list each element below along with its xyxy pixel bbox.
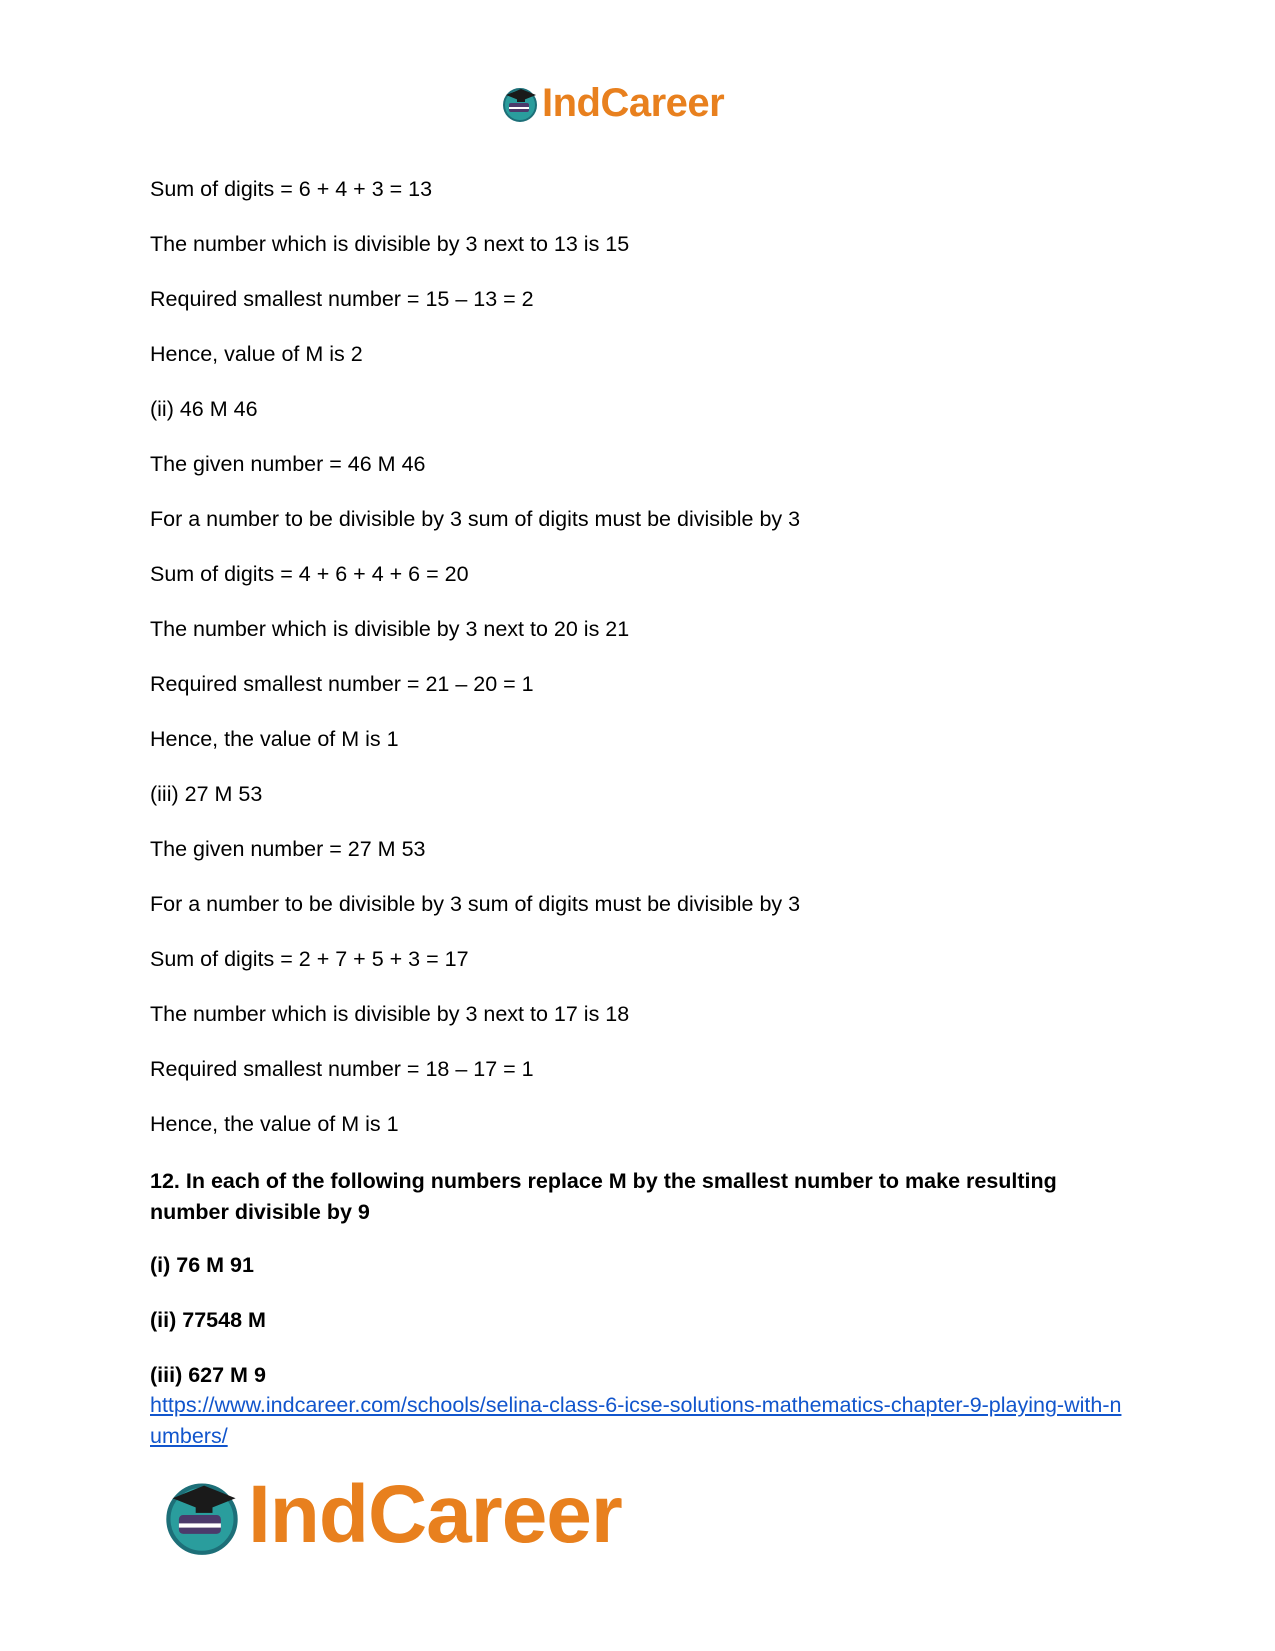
header-logo-text: IndCareer bbox=[542, 81, 725, 125]
solution-line: (ii) 46 M 46 bbox=[150, 397, 258, 421]
solution-line: For a number to be divisible by 3 sum of digits must be divisible by 3 bbox=[150, 507, 801, 531]
solution-line: The number which is divisible by 3 next to 17 is 18 bbox=[150, 1002, 630, 1026]
question-heading: 12. In each of the following numbers replace M by the smallest number to make resulting number divisible by 9 bbox=[150, 1169, 1057, 1224]
solution-line: The number which is divisible by 3 next to 20 is 21 bbox=[150, 617, 630, 641]
question-part: (ii) 77548 M bbox=[150, 1308, 266, 1332]
solution-line: Sum of digits = 6 + 4 + 3 = 13 bbox=[150, 177, 433, 201]
header-logo bbox=[500, 78, 724, 128]
solution-line: (iii) 27 M 53 bbox=[150, 782, 263, 806]
footer-logo bbox=[160, 1470, 622, 1560]
solution-line: Hence, value of M is 2 bbox=[150, 342, 363, 366]
solution-line: The number which is divisible by 3 next to 13 is 15 bbox=[150, 232, 630, 256]
footer-logo-text: IndCareer bbox=[248, 1469, 622, 1560]
document-body bbox=[150, 176, 1130, 1452]
solution-line: Sum of digits = 2 + 7 + 5 + 3 = 17 bbox=[150, 947, 469, 971]
solution-line: Hence, the value of M is 1 bbox=[150, 727, 399, 751]
solution-line: Hence, the value of M is 1 bbox=[150, 1112, 399, 1136]
solution-line: Required smallest number = 21 – 20 = 1 bbox=[150, 672, 534, 696]
graduation-globe-icon bbox=[160, 1473, 244, 1557]
graduation-globe-icon bbox=[500, 83, 540, 123]
solution-line: Required smallest number = 18 – 17 = 1 bbox=[150, 1057, 534, 1081]
solution-line: Required smallest number = 15 – 13 = 2 bbox=[150, 287, 534, 311]
solution-line: The given number = 27 M 53 bbox=[150, 837, 426, 861]
question-part: (i) 76 M 91 bbox=[150, 1253, 254, 1277]
solution-line: Sum of digits = 4 + 6 + 4 + 6 = 20 bbox=[150, 562, 469, 586]
question-part: (iii) 627 M 9 bbox=[150, 1363, 266, 1387]
solution-line: For a number to be divisible by 3 sum of digits must be divisible by 3 bbox=[150, 892, 801, 916]
source-link[interactable]: https://www.indcareer.com/schools/selina-class-6-icse-solutions-mathematics-chapter-9-playing-with-numbers/ bbox=[150, 1393, 1122, 1448]
solution-line: The given number = 46 M 46 bbox=[150, 452, 426, 476]
